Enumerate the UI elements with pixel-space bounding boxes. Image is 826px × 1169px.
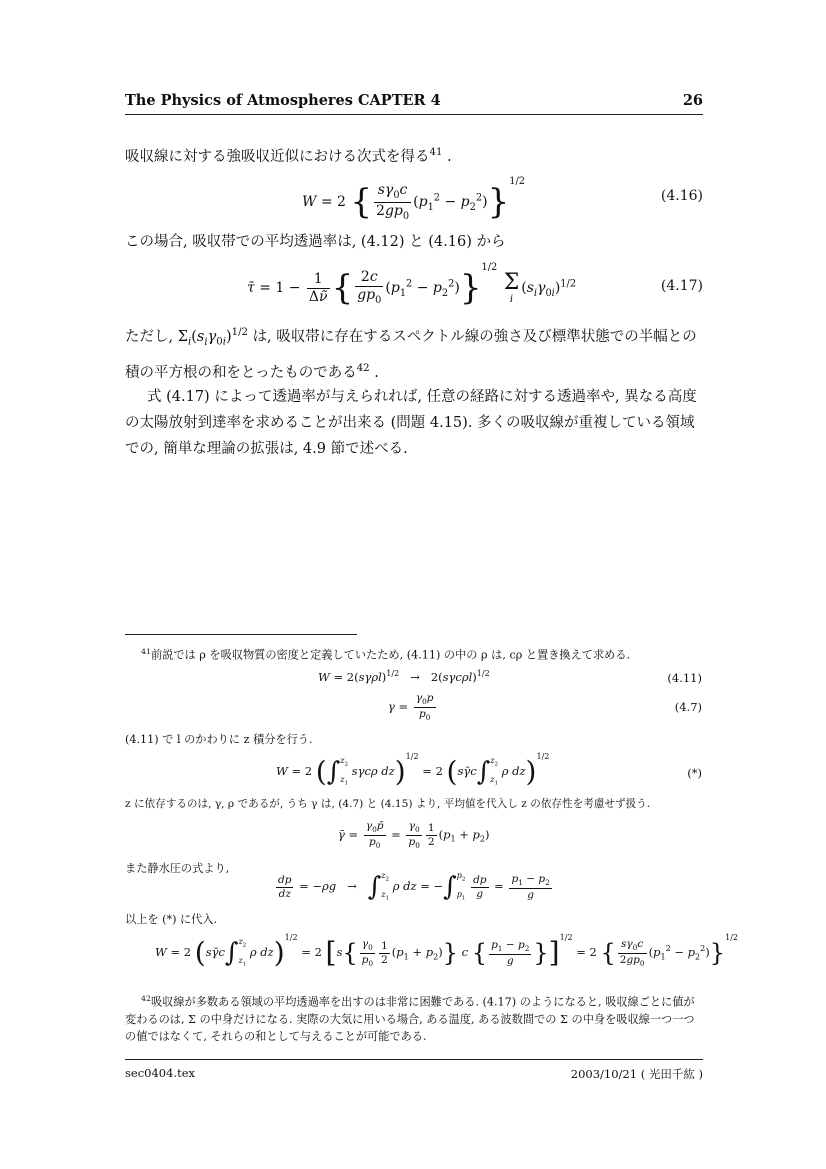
footnote-mark: 42 [141, 994, 151, 1003]
footnote-equation-star: W = 2 ($\int z_2$ $z_1$ sγcρ dz)$^{1/2}$ = 2 ($s\gammāc\int z_2$ $z_1$ ρ dz)$^{1/2}$ [276, 752, 550, 788]
footnote-ref-41: 41 [429, 147, 443, 158]
running-header [125, 92, 703, 109]
footnote-text: z に依存するのは, γ, ρ であるが, うち γ は, (4.7) と (4.15) より, 平均値を代入し z の依存性を考慮せず扱う. [125, 798, 651, 810]
footnote-equation-4-7: γ = $\frac{\gamma_0p}{p_0}$ [388, 692, 434, 722]
footnote-equation-final: W = 2 ($s\gammāc\int z_2$ $z_1$ ρ dz)$^{1/2}$ = 2 [s{ $\frac{\gamma_0}{p_0}$ $\frac{1}{2}$ $(p_1 + p_2)$} c { $\frac{p_1 - p_2}{g}$ }]$^{1/2}$ = 2 { $\frac{s\gamma_0c}{2gp_0}$ $(p_1^2 - p_2^2)\}^{1/2}$ [155, 933, 739, 969]
footnote-text: (4.11) で l のかわりに z 積分を行う. [125, 733, 313, 746]
footnote-equation-number: (4.7) [674, 700, 702, 714]
footnote-equation-number: (*) [687, 766, 702, 780]
running-title: The Physics of Atmospheres CAPTER 4 [125, 92, 441, 109]
paragraph-3: ただし, $\Sigma_i(s_i\gamma_{0i})^{1/2}$ は, 吸収帯に存在するスペクトル線の強さ及び標準状態での半幅との積の平方根の和をとったものである$^{42}$ . [125, 327, 697, 381]
paragraph-1: 吸収線に対する強吸収近似における次式を得る$^{41}$ . [125, 147, 452, 165]
equation-4-16: W = 2 { $\frac{s\gamma_0c}{2gp_0}$ $(p_1^2 - p_2^2)\}^{1/2}$ [302, 176, 525, 222]
paragraph-4: 式 (4.17) によって透過率が与えられれば, 任意の経路に対する透過率や, 異なる高度の太陽放射到達率を求めることが出来る (問題 4.15). 多くの吸収線が重複している領域での, 簡単な理論の拡張は, 4.9 節で述べる. [125, 389, 697, 457]
footnote-mark: 41 [141, 647, 151, 656]
source-file: sec0404.tex [125, 1066, 195, 1080]
footer-rule [125, 1059, 703, 1060]
page-footer [125, 1066, 703, 1080]
footer-date: 2003/10/21 ( 光田千紘 ) [570, 1067, 703, 1081]
page-number: 26 [682, 92, 703, 109]
footnote-rule [125, 634, 357, 635]
paragraph-2: この場合, 吸収帯での平均透過率は, (4.12) と (4.16) から [125, 234, 506, 250]
footnote-equation-hydrostatic: $\frac{dp}{dz}$ = $-\rho g \to \int z_2$ $z_1$ ρ dz = $-\int p_2$ $p_1$ $\frac{dp}{g}$ = $\frac{p_1 - p_2}{g}$ [278, 871, 550, 903]
footnote-text: 以上を (*) に代入. [125, 913, 218, 926]
footnote-41: $^{41}$前説では ρ を吸収物質の密度と定義していたため, (4.11) の中の ρ は, cρ と置き換えて求める. [141, 647, 631, 662]
equation-number: (4.17) [660, 278, 703, 294]
footnote-42: $^{42}$吸収線が多数ある領域の平均透過率を出すのは非常に困難である. (4.17) のようになると, 吸収線ごとに値が変わるのは, Σ の中身だけになる. 実際の大気に用いる場合, ある温度, ある波数間での Σ の中身を吸収線一つ一つの値ではなくて, それらの和として与えることが可能である. [125, 994, 695, 1043]
equation-number: (4.16) [660, 188, 703, 204]
header-rule [125, 114, 703, 115]
equation-4-17: τ̄ = 1 − $\frac{1}{\Delta\nũ}$ { $\frac{2c}{gp_0}$ $(p_1^2 - p_2^2)\}^{1/2}$ Σ i $(s_i\gamma_{0i})^{1/2}$ [247, 262, 577, 308]
footnote-text: また静水圧の式より, [125, 862, 230, 875]
footnote-equation-4-11: $W = 2(s\gamma\rho l)^{1/2} \to 2(s\gamma c\rho l)^{1/2}$ [318, 669, 490, 684]
footnote-ref-42: 42 [356, 362, 370, 374]
footnote-equation-gamma-mean: γ̄ = $\frac{\gamma_0p̄}{p_0}$ = $\frac{\gamma_0}{p_0}$ $\frac{1}{2}$ $(p_1 + p_2)$ [338, 820, 490, 850]
footnote-equation-number: (4.11) [667, 671, 702, 685]
